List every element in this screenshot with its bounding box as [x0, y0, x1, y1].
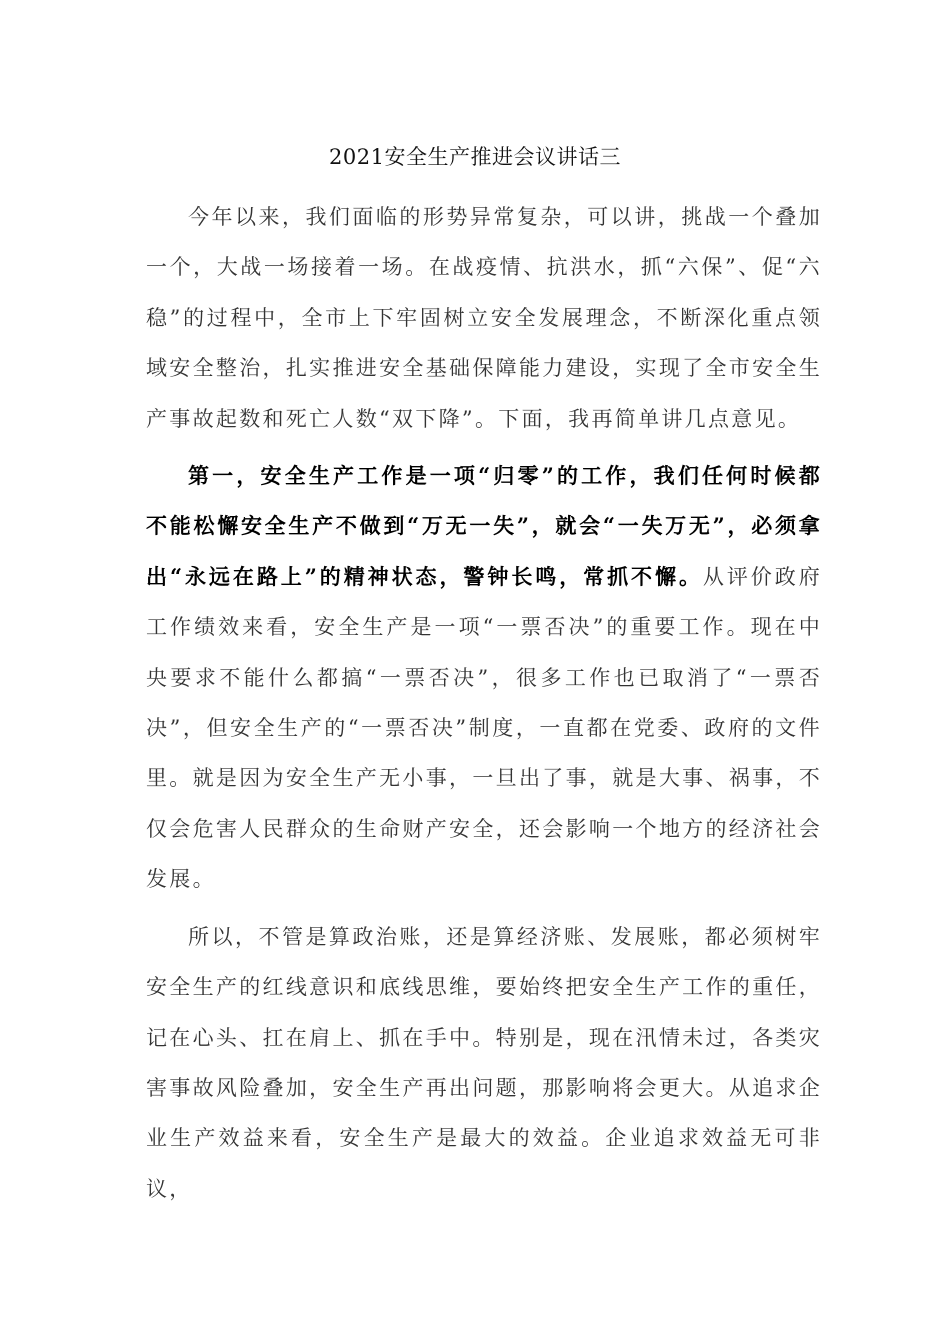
paragraph-intro-text: 今年以来，我们面临的形势异常复杂，可以讲，挑战一个叠加一个，大战一场接着一场。在战疫情、抗洪水，抓“六保”、促“六稳”的过程中，全市上下牢固树立安全发展理念，不断深化重点领域安全整治，扎实推进安全基础保障能力建设，实现了全市安全生产事故起数和死亡人数“双下降”。下面，我再简单讲几点意见。 [146, 205, 822, 431]
paragraph-first-point-heading: 第一，安全生产工作是一项“归零”的工作，我们任何时候都不能松懈安全生产不做到“万无一失”，就会“一失万无”，必须拿出“永远在路上”的精神状态，警钟长鸣，常抓不懈。 [146, 463, 822, 589]
paragraph-therefore [146, 912, 822, 1214]
paragraph-first-point-text: 从评价政府工作绩效来看，安全生产是一项“一票否决”的重要工作。现在中央要求不能什么都搞“一票否决”，很多工作也已取消了“一票否决”，但安全生产的“一票否决”制度，一直都在党委、政府的文件里。就是因为安全生产无小事，一旦出了事，就是大事、祸事，不仅会危害人民群众的生命财产安全，还会影响一个地方的经济社会发展。 [146, 564, 822, 892]
paragraph-therefore-text: 所以，不管是算政治账，还是算经济账、发展账，都必须树牢安全生产的红线意识和底线思维，要始终把安全生产工作的重任，记在心头、扛在肩上、抓在手中。特别是，现在汛情未过，各类灾害事故风险叠加，安全生产再出问题，那影响将会更大。从追求企业生产效益来看，安全生产是最大的效益。企业追求效益无可非议， [146, 924, 822, 1201]
document-title: 2021安全生产推进会议讲话三 [329, 145, 621, 169]
paragraph-intro [146, 192, 822, 444]
document-body [146, 192, 822, 1214]
paragraph-first-point [146, 451, 822, 905]
